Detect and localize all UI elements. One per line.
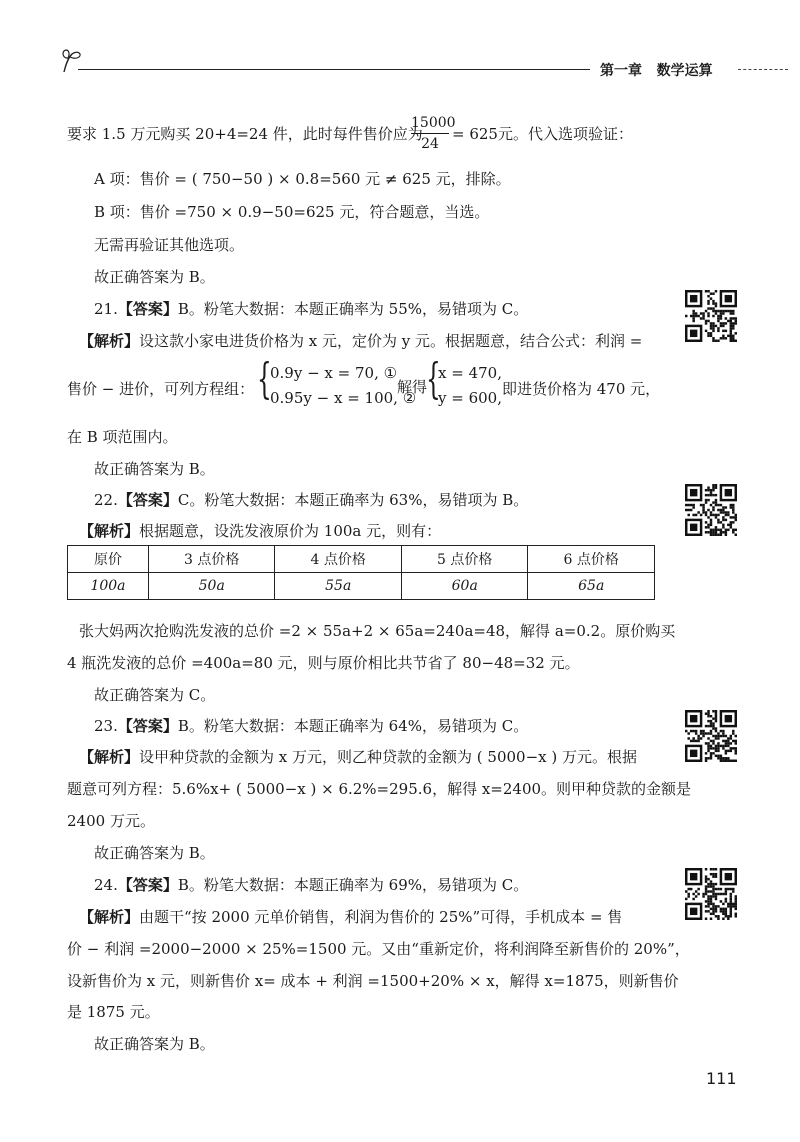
line-1-pre: 要求 1.5 万元购买 20+4=24 件，此时每件售价应为	[67, 125, 423, 143]
table-cell: 60a	[401, 573, 528, 600]
table-header-cell: 6 点价格	[528, 546, 655, 573]
q21-answer: 21.【答案】B。粉笔大数据：本题正确率为 55%，易错项为 C。	[94, 300, 529, 318]
q21-system-pre: 售价 − 进价，可列方程组：	[67, 380, 255, 398]
fraction	[411, 114, 456, 153]
table-header-cell: 5 点价格	[401, 546, 528, 573]
header-dash-rule	[738, 69, 788, 70]
table-row	[68, 573, 655, 600]
q24-line-3: 设新售价为 x 元，则新售价 x= 成本 + 利润 =1500+20% × x，解得 x=1875，则新售价	[67, 972, 679, 990]
q21-brace-right: {	[426, 354, 441, 403]
fraction-denominator: 24	[421, 136, 439, 152]
header-title	[600, 60, 713, 80]
qr-code-icon[interactable]	[685, 868, 737, 920]
table-cell: 65a	[528, 573, 655, 600]
q21-eq1: 0.9y − x = 70, ①	[270, 364, 398, 382]
table-cell: 100a	[68, 573, 149, 600]
q21-solve-word: 解得	[397, 378, 428, 396]
q23-line-2: 题意可列方程：5.6%x+ ( 5000−x ) × 6.2%=295.6，解得 x=2400。则甲种贷款的金额是	[67, 780, 692, 798]
q22-after-1: 张大妈两次抢购洗发液的总价 =2 × 55a+2 × 65a=240a=48，解得 a=0.2。原价购买	[79, 622, 676, 640]
q21-brace-left: {	[257, 354, 272, 403]
table-cell: 50a	[148, 573, 275, 600]
option-a-check: A 项：售价 = ( 750−50 ) × 0.8=560 元 ≠ 625 元，排除。	[94, 170, 511, 188]
q22-answer: 22.【答案】C。粉笔大数据：本题正确率为 63%，易错项为 B。	[94, 491, 529, 509]
q21-eq2: 0.95y − x = 100, ②	[270, 389, 417, 407]
q23-answer: 23.【答案】B。粉笔大数据：本题正确率为 64%，易错项为 C。	[94, 717, 529, 735]
q24-answer: 24.【答案】B。粉笔大数据：本题正确率为 69%，易错项为 C。	[94, 876, 529, 894]
option-b-check: B 项：售价 =750 × 0.9−50=625 元，符合题意，当选。	[94, 203, 490, 221]
table-row	[68, 546, 655, 573]
q23-final: 故正确答案为 B。	[94, 844, 215, 862]
header-chapter: 第一章	[600, 63, 642, 79]
q21-sol1: x = 470,	[438, 364, 502, 382]
header-rule	[78, 69, 590, 70]
q21-system-post: 即进货价格为 470 元，	[502, 380, 661, 398]
q22-final: 故正确答案为 C。	[94, 686, 216, 704]
q24-line-2: 价 − 利润 =2000−2000 × 25%=1500 元。又由“重新定价，将利润降至新售价的 20%”，	[67, 940, 690, 958]
table-header-cell: 4 点价格	[275, 546, 402, 573]
q22-explanation: 【解析】根据题意，设洗发液原价为 100a 元，则有：	[79, 522, 442, 540]
fraction-numerator: 15000	[411, 115, 456, 131]
no-need-line: 无需再验证其他选项。	[94, 236, 245, 254]
q21-range: 在 B 项范围内。	[67, 428, 178, 446]
q24-final: 故正确答案为 B。	[94, 1035, 215, 1053]
line-1-post: = 625元。代入选项验证：	[452, 125, 633, 143]
q23-line-3: 2400 万元。	[67, 812, 155, 830]
table-header-cell: 3 点价格	[148, 546, 275, 573]
q23-explanation: 【解析】设甲种贷款的金额为 x 万元，则乙种贷款的金额为 ( 5000−x ) 万元。根据	[79, 748, 637, 766]
q21-explanation: 【解析】设这款小家电进货价格为 x 元，定价为 y 元。根据题意，结合公式：利润 =	[79, 332, 643, 350]
header-section: 数学运算	[656, 63, 713, 79]
q21-sol2: y = 600,	[438, 389, 502, 407]
q21-final: 故正确答案为 B。	[94, 460, 215, 478]
q22-after-2: 4 瓶洗发液的总价 =400a=80 元，则与原价相比共节省了 80−48=32 元。	[67, 654, 580, 672]
table-header-cell: 原价	[68, 546, 149, 573]
q24-explanation: 【解析】由题干“按 2000 元单价销售，利润为售价的 25%”可得，手机成本 = 售	[79, 908, 623, 926]
q24-line-4: 是 1875 元。	[67, 1003, 160, 1021]
qr-code-icon[interactable]	[685, 484, 737, 536]
table-cell: 55a	[275, 573, 402, 600]
leaf-logo-icon	[60, 48, 84, 74]
qr-code-icon[interactable]	[685, 710, 737, 762]
answer-line-prev: 故正确答案为 B。	[94, 268, 215, 286]
qr-code-icon[interactable]	[685, 290, 737, 342]
page-number: 111	[706, 1069, 737, 1088]
price-table	[67, 545, 655, 600]
